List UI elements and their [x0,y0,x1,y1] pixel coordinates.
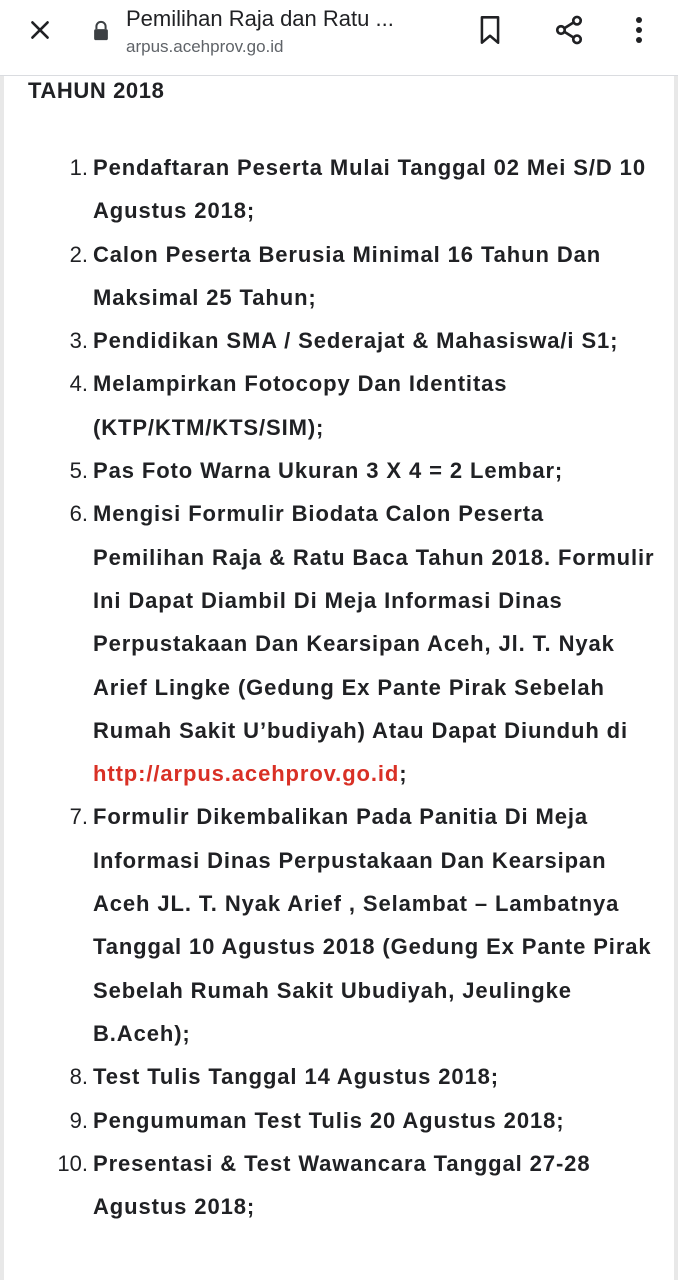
page-info[interactable] [126,6,446,58]
list-item: 4. Melampirkan Fotocopy Dan Identitas (KTP/KTM/KTS/SIM); [69,371,508,440]
more-vert-icon [634,15,644,45]
list-item: 7. Formulir Dikembalikan Pada Panitia Di Meja Informasi Dinas Perpustakaan Dan Kearsipan Aceh JL. T. Nyak Arief , Selambat – Lambatnya Tanggal 10 Agustus 2018 (Gedung Ex Pante Pirak Sebelah Rumah Sakit Ubudiyah, Jeulingke B.Aceh); [69,804,652,1046]
list-item: 6. Mengisi Formulir Biodata Calon Peserta Pemilihan Raja & Ratu Baca Tahun 2018. Formulir Ini Dapat Diambil Di Meja Informasi Dinas Perpustakaan Dan Kearsipan Aceh, Jl. T. Nyak Arief Lingke (Gedung Ex Pante Pirak Sebelah Rumah Sakit U’budiyah) Atau Dapat Diunduh di http://arpus.acehprov.go.id; [69,501,655,787]
list-item: 2. Calon Peserta Berusia Minimal 16 Tahun Dan Maksimal 25 Tahun; [69,241,602,310]
share-button[interactable] [545,6,593,54]
list-item: 9. Pengumuman Test Tulis 20 Agustus 2018; [69,1107,565,1133]
list-item: 3. Pendidikan SMA / Sederajat & Mahasiswa/i S1; [69,328,619,354]
page-title: Pemilihan Raja dan Ratu ... [126,6,394,31]
list-item: 1. Pendaftaran Peserta Mulai Tanggal 02 Mei S/D 10 Agustus 2018; [69,155,646,224]
requirements-list [4,146,674,1228]
browser-toolbar [0,0,678,76]
section-heading: TAHUN 2018 [28,78,165,103]
bookmark-button[interactable] [466,6,514,54]
lock-icon [90,20,112,42]
close-button[interactable] [16,6,64,54]
article-content [0,76,678,1280]
page-url: arpus.acehprov.go.id [126,37,284,56]
list-item: 10. Presentasi & Test Wawancara Tanggal 27-28 Agustus 2018; [57,1150,591,1220]
download-link[interactable]: http://arpus.acehprov.go.id [93,761,400,787]
list-item: 5. Pas Foto Warna Ukuran 3 X 4 = 2 Lembar; [69,458,564,484]
list-item: 8. Test Tulis Tanggal 14 Agustus 2018; [69,1064,499,1090]
bookmark-icon [476,15,504,45]
close-icon [27,17,53,43]
more-options-button[interactable] [615,6,663,54]
share-icon [553,14,585,46]
